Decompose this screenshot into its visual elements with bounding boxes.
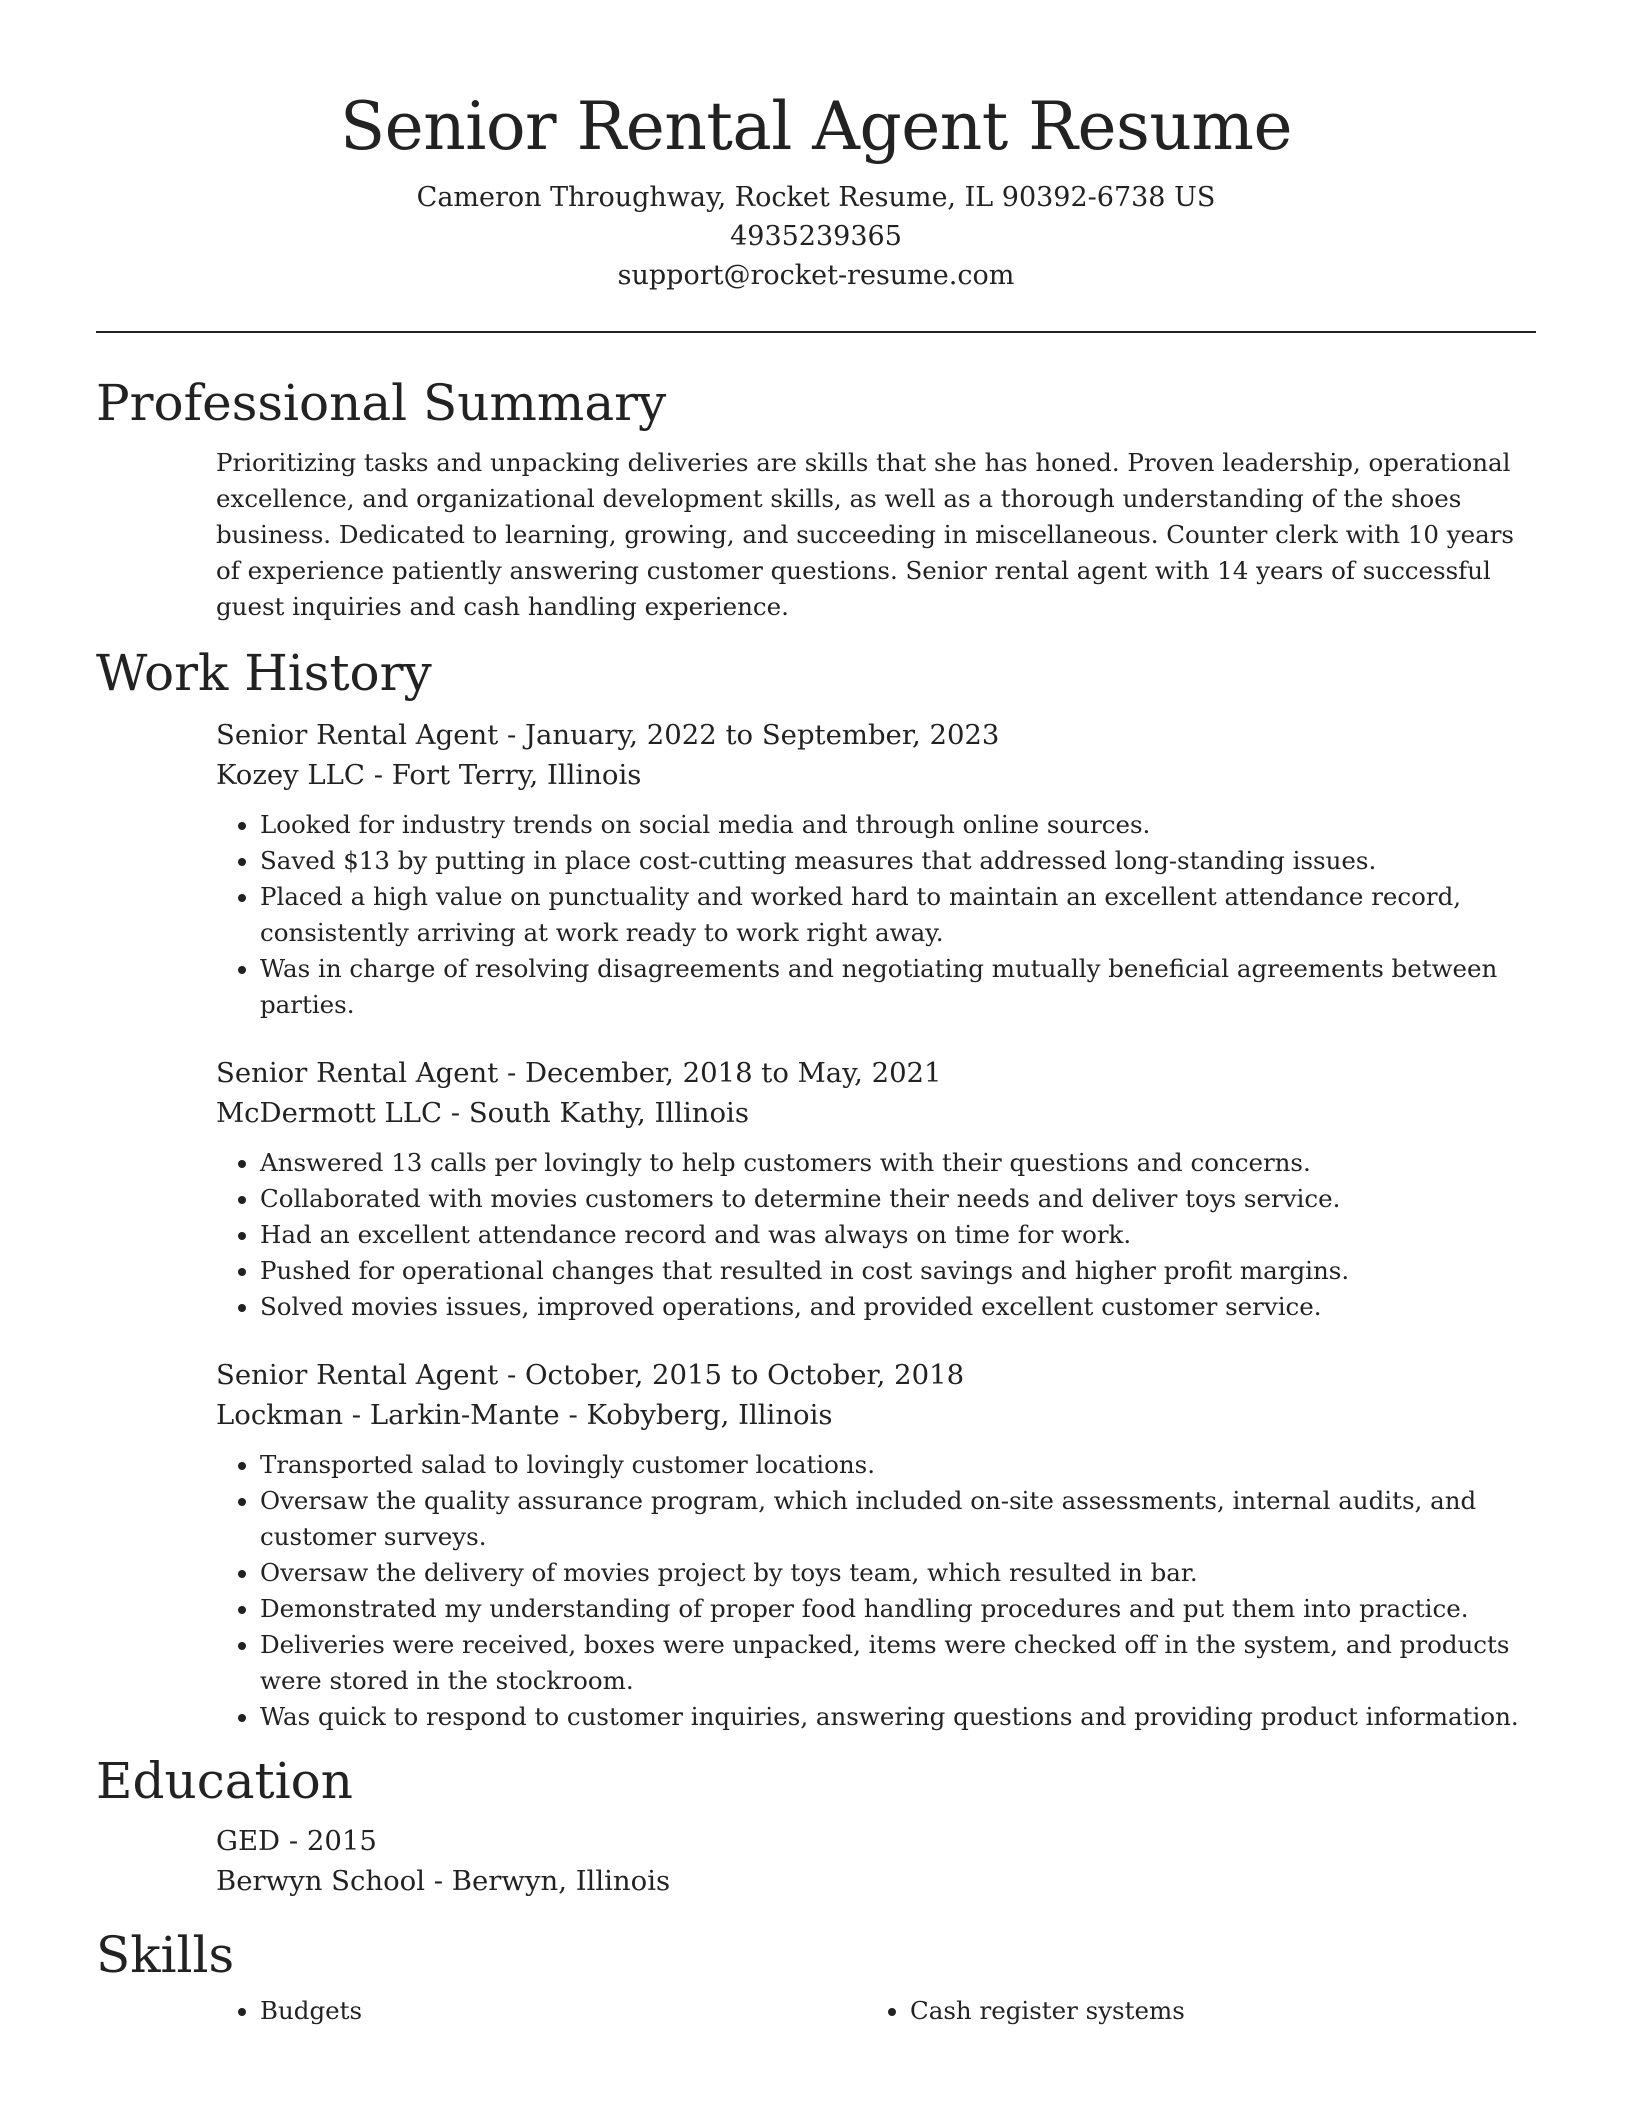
contact-phone: 4935239365 xyxy=(730,221,902,252)
summary-heading: Professional Summary xyxy=(96,374,667,432)
job-title-line: Senior Rental Agent - January, 2022 to September, 2023 xyxy=(216,719,1000,751)
job-bullet: • Was in charge of resolving disagreements and negotiating mutually beneficial agreements between parties. xyxy=(260,951,1536,1023)
resume-page xyxy=(96,0,1536,2029)
work-history-section xyxy=(96,643,1536,1735)
job-entry xyxy=(216,1355,1536,1735)
job-entry xyxy=(216,715,1536,1023)
job-title-line: Senior Rental Agent - December, 2018 to May, 2021 xyxy=(216,1057,942,1089)
resume-title: Senior Rental Agent Resume xyxy=(339,88,1293,165)
skills-grid xyxy=(216,1985,1536,2029)
education-heading: Education xyxy=(96,1752,353,1810)
job-bullet-list xyxy=(216,807,1536,1023)
skills-heading: Skills xyxy=(96,1926,235,1984)
job-bullet: • Collaborated with movies customers to determine their needs and deliver toys service. xyxy=(260,1181,1536,1217)
job-bullet: • Placed a high value on punctuality and worked hard to maintain an excellent attendance record, consistently arriving at work ready to work right away. xyxy=(260,879,1536,951)
job-bullet: • Transported salad to lovingly customer locations. xyxy=(260,1447,1536,1483)
job-company-line: McDermott LLC - South Kathy, Illinois xyxy=(216,1097,749,1129)
job-bullet: • Oversaw the delivery of movies project by toys team, which resulted in bar. xyxy=(260,1555,1536,1591)
job-bullet-list xyxy=(216,1447,1536,1735)
skills-section xyxy=(96,1925,1536,2029)
job-bullet: • Solved movies issues, improved operations, and provided excellent customer service. xyxy=(260,1289,1536,1325)
education-school-line: Berwyn School - Berwyn, Illinois xyxy=(216,1865,671,1897)
education-section xyxy=(96,1751,1536,1901)
job-company-line: Kozey LLC - Fort Terry, Illinois xyxy=(216,759,642,791)
contact-address: Cameron Throughway, Rocket Resume, IL 90392-6738 US xyxy=(416,182,1216,213)
job-bullet: • Looked for industry trends on social media and through online sources. xyxy=(260,807,1536,843)
job-title-line: Senior Rental Agent - October, 2015 to October, 2018 xyxy=(216,1359,965,1391)
job-bullet: • Answered 13 calls per lovingly to help customers with their questions and concerns. xyxy=(260,1145,1536,1181)
job-bullet: • Deliveries were received, boxes were unpacked, items were checked off in the system, and products were stored in the stockroom. xyxy=(260,1627,1536,1699)
education-degree-line: GED - 2015 xyxy=(216,1825,377,1857)
contact-block xyxy=(96,178,1536,295)
job-company-line: Lockman - Larkin-Mante - Kobyberg, Illinois xyxy=(216,1399,833,1431)
skills-list-right xyxy=(866,1993,1516,2029)
job-bullet: • Was quick to respond to customer inquiries, answering questions and providing product information. xyxy=(260,1699,1536,1735)
job-bullet: • Pushed for operational changes that resulted in cost savings and higher profit margins. xyxy=(260,1253,1536,1289)
job-bullet: • Saved $13 by putting in place cost-cutting measures that addressed long-standing issues. xyxy=(260,843,1536,879)
job-bullet: • Demonstrated my understanding of proper food handling procedures and put them into practice. xyxy=(260,1591,1536,1627)
education-entry xyxy=(216,1821,1536,1901)
header-divider xyxy=(96,331,1536,333)
job-bullet: • Oversaw the quality assurance program, which included on-site assessments, internal audits, and customer surveys. xyxy=(260,1483,1536,1555)
skill-item: • Cash register systems xyxy=(910,1993,1516,2029)
contact-email: support@rocket-resume.com xyxy=(617,260,1015,291)
summary-section xyxy=(96,373,1536,625)
skill-item: • Budgets xyxy=(260,1993,866,2029)
job-bullet-list xyxy=(216,1145,1536,1325)
skills-list-left xyxy=(216,1993,866,2029)
job-bullet: • Had an excellent attendance record and was always on time for work. xyxy=(260,1217,1536,1253)
summary-text: Prioritizing tasks and unpacking deliveries are skills that she has honed. Proven leadership, operational excellence, and organizational development skills, as well as a thorough understanding of the shoes business. Dedicated to learning, growing, and succeeding in miscellaneous. Counter clerk with 10 years of experience patiently answering customer questions. Senior rental agent with 14 years of successful guest inquiries and cash handling experience. xyxy=(216,448,1514,621)
work-history-heading: Work History xyxy=(96,644,432,702)
job-entry xyxy=(216,1053,1536,1325)
